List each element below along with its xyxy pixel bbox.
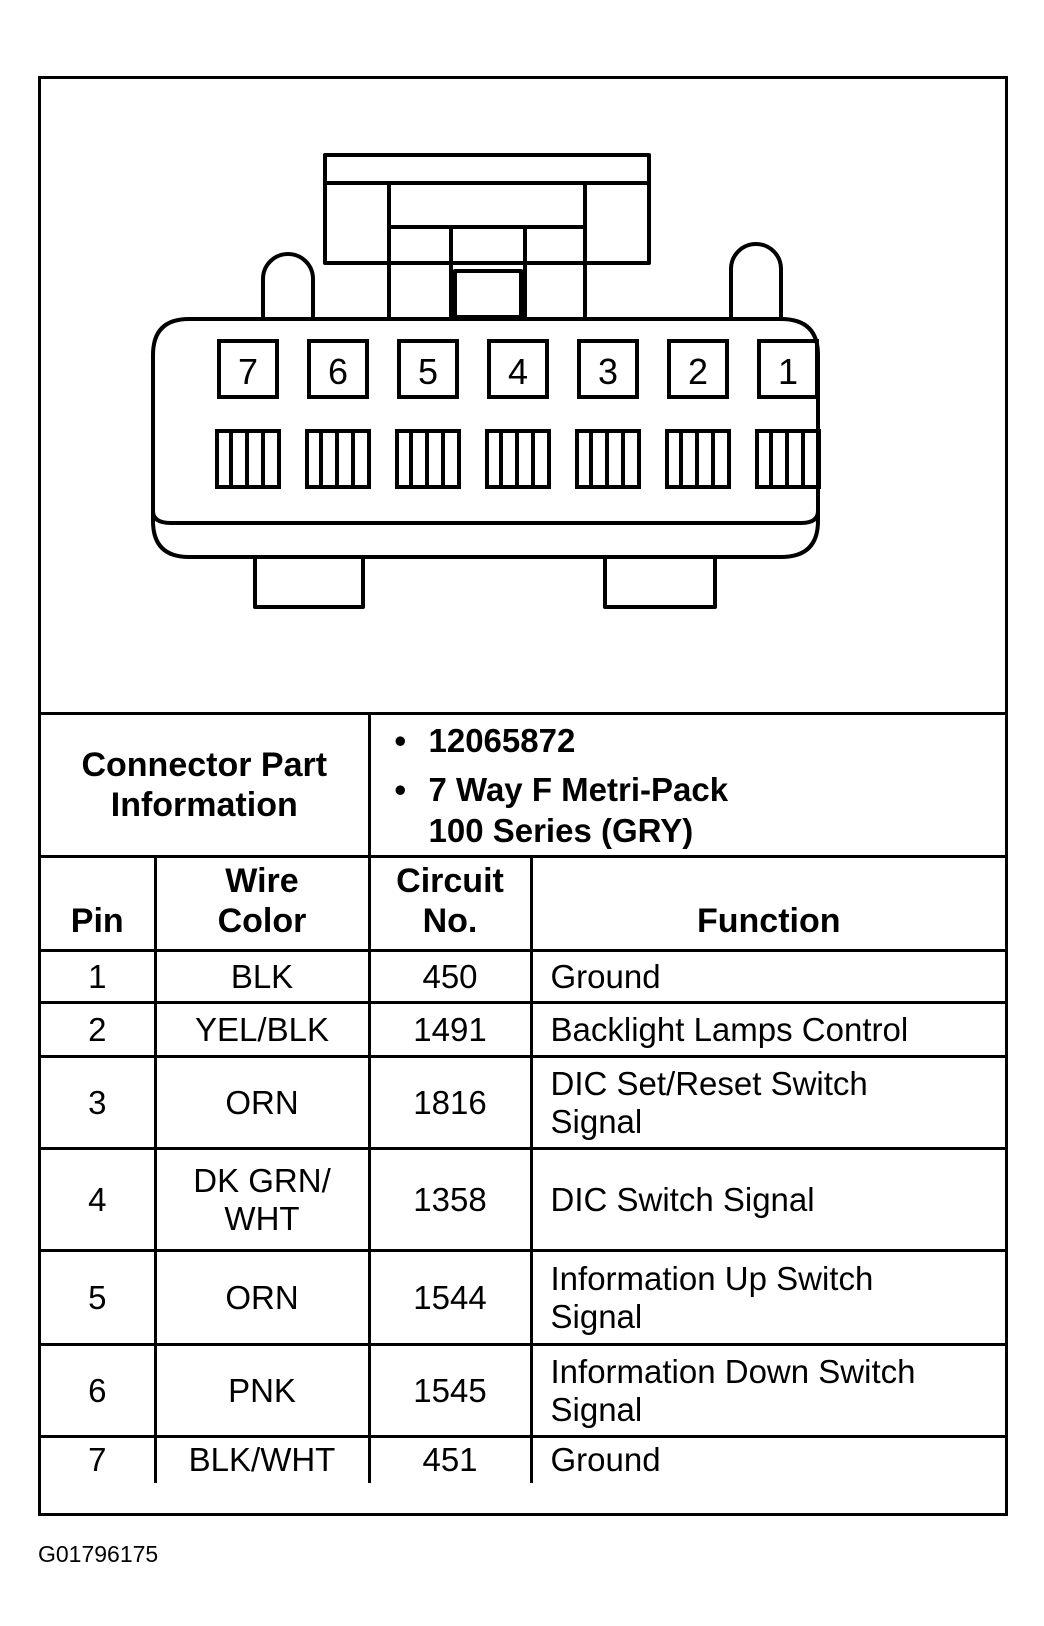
function-cell-line: Backlight Lamps Control (550, 1010, 909, 1048)
pin-out-table (41, 712, 1005, 1483)
part-info-label (41, 714, 369, 857)
table-row (41, 1345, 1005, 1437)
function-cell-line: Signal (550, 1390, 643, 1428)
cavity-number-6: 6 (327, 351, 349, 392)
latch-key-inner (455, 271, 521, 317)
cavity-number-5: 5 (417, 351, 439, 392)
header-circuit (369, 857, 531, 951)
terminal-slot (397, 431, 459, 487)
terminal-slot (757, 431, 819, 487)
wire-color-cell (155, 1149, 369, 1251)
function-cell-line: Ground (550, 1441, 661, 1479)
wire-color-cell-line: BLK/WHT (188, 1441, 336, 1479)
function-cell-line: Information Up Switch (550, 1259, 874, 1297)
part-description-line2: 100 Series (GRY) (428, 811, 694, 849)
circuit-cell: 451 (369, 1437, 531, 1483)
wire-color-cell (155, 1003, 369, 1057)
function-cell-line: Ground (550, 957, 661, 995)
terminal-slot (307, 431, 369, 487)
pin-cell: 6 (41, 1345, 155, 1437)
function-cell (531, 1149, 1005, 1251)
table-row (41, 1251, 1005, 1345)
table-row (41, 1149, 1005, 1251)
part-info-label-line2: Information (110, 786, 298, 824)
header-row (41, 857, 1005, 951)
wire-color-cell-line: PNK (228, 1371, 296, 1409)
header-circuit-line1: Circuit (396, 862, 504, 900)
function-cell-line: Signal (550, 1297, 643, 1335)
wire-color-cell (155, 1057, 369, 1149)
function-cell (531, 1057, 1005, 1149)
pin-rows (41, 951, 1005, 1483)
table-row (41, 1437, 1005, 1483)
function-cell (531, 1345, 1005, 1437)
header-function-label: Function (696, 902, 841, 940)
circuit-cell: 450 (369, 951, 531, 1003)
function-cell (531, 951, 1005, 1003)
circuit-cell: 1544 (369, 1251, 531, 1345)
bottom-tab-left (255, 557, 363, 607)
bottom-tab-right (605, 557, 715, 607)
part-info-details (369, 714, 1005, 857)
left-post (263, 254, 313, 319)
function-cell (531, 1003, 1005, 1057)
wire-color-cell (155, 951, 369, 1003)
terminal-slot (577, 431, 639, 487)
pin-cell: 7 (41, 1437, 155, 1483)
cavity-number-7: 7 (237, 351, 259, 392)
function-cell-line: Signal (550, 1102, 643, 1140)
diagram-frame (38, 76, 1008, 1516)
function-cell (531, 1251, 1005, 1345)
circuit-cell: 1816 (369, 1057, 531, 1149)
wire-color-cell-line: DK GRN/ (193, 1161, 331, 1199)
pin-cell: 4 (41, 1149, 155, 1251)
table-row (41, 1057, 1005, 1149)
wire-color-cell (155, 1437, 369, 1483)
part-number: 12065872 (428, 721, 576, 759)
part-description-line1: 7 Way F Metri-Pack (428, 770, 729, 808)
wire-color-cell (155, 1251, 369, 1345)
terminal-slot (667, 431, 729, 487)
bullet-icon: • (394, 770, 407, 808)
cavity-labels (219, 341, 817, 397)
table-row (41, 1003, 1005, 1057)
pin-cell: 3 (41, 1057, 155, 1149)
header-wire-color-line2: Color (217, 902, 307, 940)
wire-color-cell-line: WHT (224, 1199, 300, 1237)
pin-cell: 1 (41, 951, 155, 1003)
function-cell-line: DIC Switch Signal (550, 1180, 815, 1218)
header-function (531, 857, 1005, 951)
terminal-slots (217, 431, 819, 487)
cavity-number-1: 1 (777, 351, 799, 392)
connector-face-drawing (41, 79, 1005, 709)
function-cell-line: DIC Set/Reset Switch (550, 1064, 868, 1102)
figure-id: G01796175 (38, 1541, 159, 1567)
right-post (731, 244, 781, 319)
wire-color-cell-line: YEL/BLK (195, 1010, 329, 1048)
part-info-row (41, 714, 1005, 857)
header-wire-color (155, 857, 369, 951)
circuit-cell: 1491 (369, 1003, 531, 1057)
body-lower-line (153, 511, 818, 523)
latch-outer (325, 155, 649, 263)
circuit-cell: 1358 (369, 1149, 531, 1251)
latch-middle (389, 183, 585, 227)
header-circuit-line2: No. (422, 902, 478, 940)
header-pin (41, 857, 155, 951)
header-pin-label: Pin (70, 902, 124, 940)
wire-color-cell-line: ORN (225, 1278, 299, 1316)
function-cell-line: Information Down Switch (550, 1352, 916, 1390)
function-cell (531, 1437, 1005, 1483)
wire-color-cell (155, 1345, 369, 1437)
part-number-item (394, 720, 1006, 761)
cavity-number-3: 3 (597, 351, 619, 392)
terminal-slot (217, 431, 279, 487)
circuit-cell: 1545 (369, 1345, 531, 1437)
cavity-number-4: 4 (507, 351, 529, 392)
table-row (41, 951, 1005, 1003)
pin-cell: 5 (41, 1251, 155, 1345)
wire-color-cell-line: BLK (230, 957, 294, 995)
bullet-icon: • (394, 721, 407, 759)
part-info-label-line1: Connector Part (81, 746, 328, 784)
pin-cell: 2 (41, 1003, 155, 1057)
wire-color-cell-line: ORN (225, 1083, 299, 1121)
cavity-number-2: 2 (687, 351, 709, 392)
header-wire-color-line1: Wire (225, 862, 299, 900)
terminal-slot (487, 431, 549, 487)
part-description-item (394, 769, 1006, 851)
